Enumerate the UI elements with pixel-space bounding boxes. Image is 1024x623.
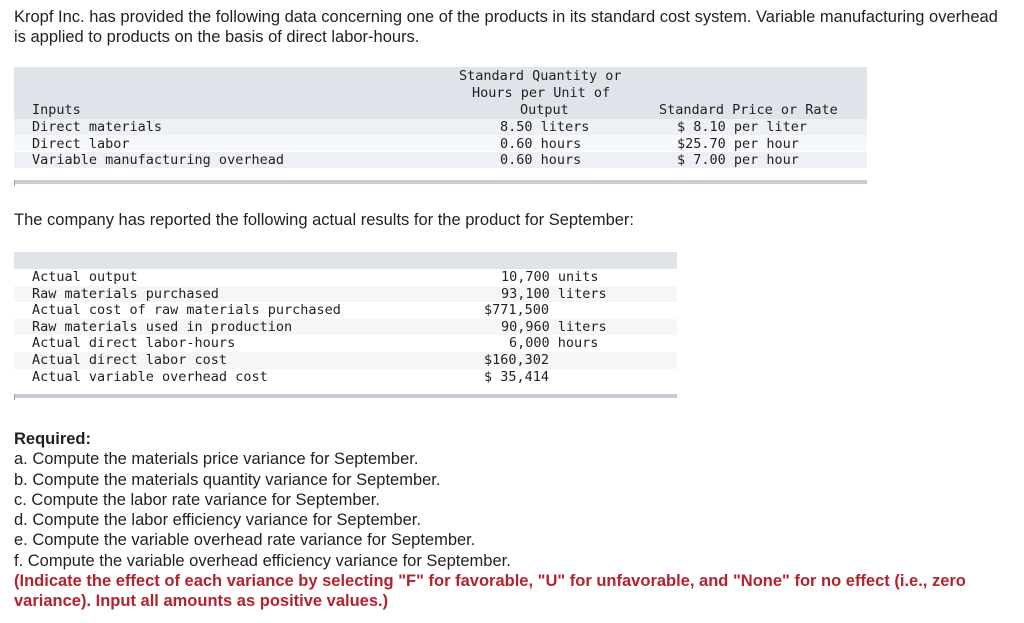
row-label: Raw materials purchased [32, 285, 219, 302]
row-label: Actual cost of raw materials purchased [32, 302, 341, 319]
row-price-direct-labor: $25.70 per hour [677, 135, 799, 152]
actual-table-header-bg [14, 252, 677, 269]
intro-text: Kropf Inc. has provided the following data concerning one of the products in its standard cost system. Variable manufacturing overhead is applied to products on the basis of direct labor-hours. [14, 8, 998, 46]
instructions-note: (Indicate the effect of each variance by selecting "F" for favorable, "U" for unfavorable, and "None" for no effect (i.e., zero variance). Input all amounts as positive values.) [14, 572, 966, 611]
row-value: $160,302 [484, 352, 550, 368]
row-price-variable-overhead: $ 7.00 per hour [677, 152, 799, 169]
required-section [14, 429, 1010, 612]
required-title: Required: [14, 430, 92, 448]
table-row [14, 352, 677, 369]
actual-results-intro: The company has reported the following actual results for the product for September: [14, 211, 634, 229]
row-value: 93,100 liters [501, 285, 607, 302]
row-label-variable-overhead: Variable manufacturing overhead [32, 152, 284, 169]
row-label-direct-labor: Direct labor [32, 135, 130, 152]
required-item-c: c. Compute the labor rate variance for September. [14, 490, 380, 509]
required-item-d: d. Compute the labor efficiency variance for September. [14, 511, 421, 530]
table-row [14, 286, 677, 303]
row-value: $ 35,414 [484, 368, 550, 385]
required-item-b: b. Compute the materials quantity variance for September. [14, 470, 441, 489]
row-label: Actual direct labor cost [32, 352, 228, 368]
table-row [14, 269, 677, 286]
required-item-a: a. Compute the materials price variance for September. [14, 450, 419, 469]
row-label: Actual output [32, 269, 138, 285]
row-value: 10,700 units [501, 269, 599, 285]
table-row [14, 302, 677, 319]
table-row [14, 369, 677, 386]
standards-table-bottom-border [14, 180, 867, 184]
inputs-header: Inputs [32, 102, 81, 118]
row-label: Raw materials used in production [32, 318, 293, 335]
table-row [14, 319, 677, 336]
quantity-header-line2: Hours per Unit of [472, 85, 611, 101]
row-quantity-direct-labor: 0.60 hours [500, 135, 582, 152]
required-item-e: e. Compute the variable overhead rate variance for September. [14, 531, 476, 550]
quantity-header-line1: Standard Quantity or [459, 68, 622, 84]
row-quantity-variable-overhead: 0.60 hours [500, 152, 582, 169]
row-label: Actual variable overhead cost [32, 368, 268, 385]
price-header: Standard Price or Rate [659, 102, 838, 118]
quantity-header-line3: Output [520, 102, 569, 118]
row-label: Actual direct labor-hours [32, 335, 236, 352]
actual-table-bottom-border [14, 394, 677, 398]
row-price-direct-materials: $ 8.10 per liter [677, 119, 808, 135]
required-item-f: f. Compute the variable overhead efficiency variance for September. [14, 551, 511, 570]
row-quantity-direct-materials: 8.50 liters [500, 119, 590, 135]
table-row [14, 335, 677, 352]
row-value: 90,960 liters [501, 318, 607, 335]
row-label-direct-materials: Direct materials [32, 119, 163, 135]
row-value: 6,000 hours [509, 335, 599, 352]
row-value: $771,500 [484, 302, 550, 319]
